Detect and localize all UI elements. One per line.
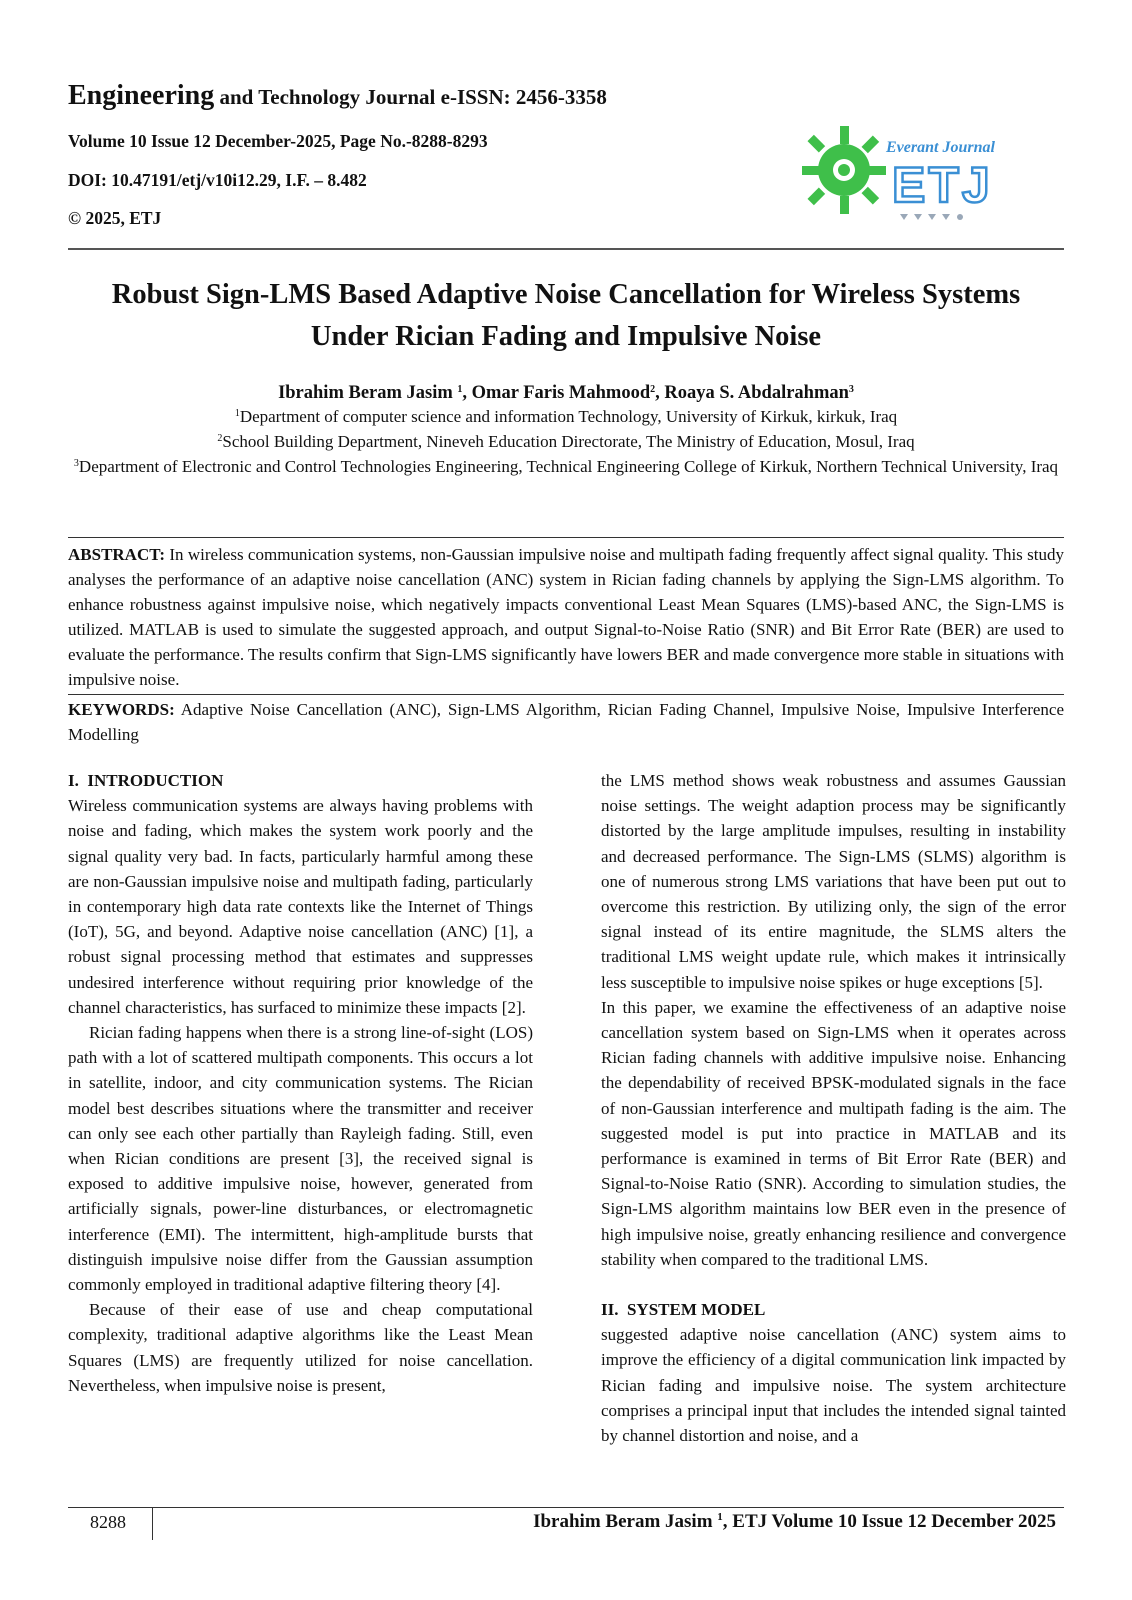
paragraph: suggested adaptive noise cancellation (ANC) system aims to improve the efficiency of a digital communication link impacted by Rician fading and impulsive noise. The system architecture comprises a principal input that includes the intended signal tainted by channel distortion and noise, and a [601, 1325, 1066, 1446]
author-name: Roaya S. Abdalrahman [664, 383, 849, 403]
paragraph: Because of their ease of use and cheap computational complexity, traditional adaptive algorithms like the Least Mean Squares (LMS) are frequently utilized for noise cancellation. Nevertheless, when impulsive noise is present, [68, 1300, 533, 1395]
header-divider [68, 248, 1064, 250]
journal-title-rest: and Technology Journal e-ISSN: 2456-3358 [214, 85, 607, 109]
journal-title-big: Engineering [68, 80, 215, 111]
section-heading-system-model: II. SYSTEM MODEL [601, 1300, 766, 1320]
author-separator: , [462, 383, 472, 403]
keywords-top-rule [68, 694, 1064, 695]
logo-small-text: Everant Journal [886, 139, 995, 156]
affiliation-sup: 1 [234, 408, 240, 419]
author-sup: 2 [650, 384, 656, 395]
abstract-label: ABSTRACT: [68, 545, 165, 564]
section-gap [601, 1272, 1066, 1297]
paper-title [68, 274, 1064, 358]
affiliation-sup: 3 [73, 458, 79, 469]
footer-divider [68, 1507, 1064, 1508]
paragraph: Wireless communication systems are always having problems with noise and fading, which makes the system work poorly and the signal quality very bad. In facts, particularly harmful among these are non-Gaussian impulsive noise and multipath fading, particularly in contemporary high data rate contexts like the Internet of Things (IoT), 5G, and beyond. Adaptive noise cancellation (ANC) [1], a robust signal processing method that estimates and suppresses undesired interference without requiring prior knowledge of the channel characteristics, has surfaced to minimize these impacts [2]. [68, 796, 533, 1017]
abstract-top-rule [68, 537, 1064, 538]
right-column [601, 768, 1066, 1448]
paragraph: the LMS method shows weak robustness and assumes Gaussian noise settings. The weight adaption process may be significantly distorted by the large amplitude impulses, resulting in instability and decreased performance. The Sign-LMS (SLMS) algorithm is one of numerous strong LMS variations that have been put out to overcome this restriction. By utilizing only, the sign of the error signal instead of its entire magnitude, the SLMS alters the traditional LMS weight update rule, which makes it intrinsically less susceptible to impulsive noise spikes or huge exceptions [5]. [601, 771, 1066, 992]
journal-title [68, 80, 607, 112]
logo-big-text: ETJ [892, 157, 993, 213]
etj-logo [800, 120, 1020, 232]
page-number: 8288 [90, 1512, 126, 1532]
abstract-text: In wireless communication systems, non-Gaussian impulsive noise and multipath fading frequently affect signal quality. This study analyses the performance of an adaptive noise cancellation (ANC) system in Rician fading channels by applying the Sign-LMS algorithm. To enhance robustness against impulsive noise, which negatively impacts conventional Least Mean Squares (LMS)-based ANC, the Sign-LMS is utilized. MATLAB is used to simulate the suggested approach, and output Signal-to-Noise Ratio (SNR) and Bit Error Rate (BER) are used to evaluate the performance. The results confirm that Sign-LMS significantly have lowers BER and made convergence more stable in situations with impulsive noise. [68, 545, 1064, 689]
affiliation-sup: 2 [217, 433, 223, 444]
affiliation-2 [68, 426, 1064, 454]
footer-separator [152, 1508, 153, 1540]
keywords-text: Adaptive Noise Cancellation (ANC), Sign-LMS Algorithm, Rician Fading Channel, Impulsive Noise, Impulsive Interference Modelling [68, 700, 1064, 744]
author-name: Omar Faris Mahmood [471, 383, 651, 403]
abstract [68, 542, 1064, 692]
doi-line: DOI: 10.47191/etj/v10i12.29, I.F. – 8.482 [68, 170, 367, 190]
author-name: Ibrahim Beram Jasim [278, 383, 458, 403]
section-heading-introduction: I. INTRODUCTION [68, 771, 224, 790]
paragraph: In this paper, we examine the effectiveness of an adaptive noise cancellation system based on Sign-LMS when it operates across Rician fading channels with additive impulsive noise. Enhancing the dependability of received BPSK-modulated signals in the face of non-Gaussian interference and multipath fading is the aim. The suggested model is put into practice in MATLAB and its performance is examined in terms of Bit Error Rate (BER) and Signal-to-Noise Ratio (SNR). According to simulation studies, the Sign-LMS algorithm maintains low BER even in the presence of high impulsive noise, greatly enhancing resilience and convergence stability when compared to the traditional LMS. [601, 997, 1066, 1269]
footer-journal-ref: , ETJ Volume 10 Issue 12 December 2025 [722, 1511, 1056, 1532]
footer-author-sup: 1 [717, 1511, 723, 1523]
keywords [68, 697, 1064, 747]
paper-title-line2: Under Rician Fading and Impulsive Noise [310, 321, 822, 352]
paper-title-line1: Robust Sign-LMS Based Adaptive Noise Cancellation for Wireless Systems [111, 279, 1021, 310]
author-sup: 3 [848, 384, 854, 395]
paragraph: Rician fading happens when there is a strong line-of-sight (LOS) path with a lot of scattered multipath components. This occurs a lot in satellite, indoor, and city communication systems. The Rician model best describes situations where the transmitter and receiver can only see each other partially than Rayleigh fading. Still, even when Rician conditions are present [3], the received signal is exposed to additive impulsive noise, however, generated from artificially signals, power-line disturbances, or electromagnetic interference (EMI). The intermittent, high-amplitude bursts that distinguish impulsive noise differ from the Gaussian assumption commonly employed in traditional adaptive filtering theory [4]. [68, 1023, 533, 1295]
footer-author: Ibrahim Beram Jasim [533, 1511, 718, 1532]
keywords-label: KEYWORDS: [68, 700, 175, 719]
affiliation-3 [68, 451, 1064, 479]
left-column [68, 768, 533, 1398]
affiliation-1 [68, 401, 1064, 429]
author-sup: 1 [457, 384, 463, 395]
author-separator: , [655, 383, 665, 403]
copyright-line: © 2025, ETJ [68, 208, 162, 228]
affiliation-text: School Building Department, Nineveh Education Directorate, The Ministry of Education, Mosul, Iraq [222, 432, 915, 451]
volume-line: Volume 10 Issue 12 December-2025, Page No.-8288-8293 [68, 131, 488, 151]
footer-citation [533, 1511, 1056, 1533]
affiliation-text: Department of computer science and information Technology, University of Kirkuk, kirkuk, Iraq [239, 407, 898, 426]
affiliation-text: Department of Electronic and Control Technologies Engineering, Technical Engineering College of Kirkuk, Northern Technical University, Iraq [78, 457, 1059, 476]
logo-decoration-icon [900, 214, 963, 220]
